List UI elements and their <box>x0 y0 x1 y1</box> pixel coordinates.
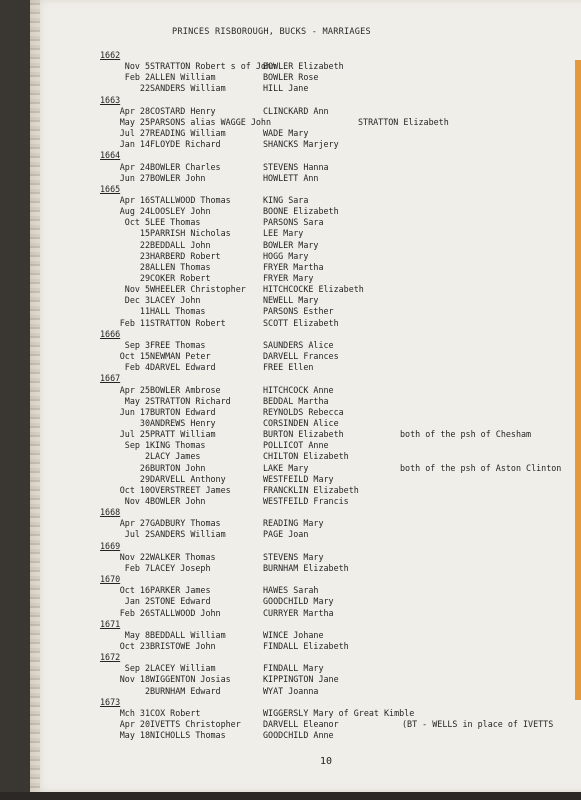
entry-date: Jul 2 <box>124 529 150 540</box>
entry-groom: LEE Thomas <box>150 217 201 228</box>
entry-groom: STRATTON Robert s of John <box>150 61 277 72</box>
entry-date: 26 <box>139 462 150 473</box>
entry-note: STRATTON Elizabeth <box>358 116 449 127</box>
entry-date: Jan 14 <box>119 139 150 150</box>
entry-bride: PAGE Joan <box>263 529 309 540</box>
entry-bride: STEVENS Mary <box>263 551 324 562</box>
entry-groom: BEDDALL John <box>150 239 211 250</box>
entry-groom: STONE Edward <box>150 596 211 607</box>
entry-bride: BEDDAL Martha <box>263 395 329 406</box>
entry-groom: LOOSLEY John <box>150 206 211 217</box>
entry-groom: BOWLER Ambrose <box>150 384 221 395</box>
entry-groom: BOWLER Charles <box>150 161 221 172</box>
entry-bride: BURTON Elizabeth <box>263 429 344 440</box>
page-title: PRINCES RISBOROUGH, BUCKS - MARRIAGES <box>172 27 371 37</box>
entry-groom: LACY James <box>150 451 201 462</box>
entry-date: May 2 <box>124 395 150 406</box>
entry-bride: POLLICOT Anne <box>263 440 329 451</box>
binding-edge <box>30 0 40 792</box>
entry-groom: PARRISH Nicholas <box>150 228 231 239</box>
entry-bride: GOODCHILD Mary <box>263 596 334 607</box>
entry-bride: READING Mary <box>263 518 324 529</box>
entry-bride: HOGG Mary <box>263 250 309 261</box>
entry-bride: WESTFEILD Francis <box>263 496 349 506</box>
entry-groom: HARBERD Robert <box>150 250 221 261</box>
bottom-shadow <box>0 792 581 800</box>
entry-bride: WADE Mary <box>263 128 309 139</box>
entry-groom: COKER Robert <box>150 273 211 283</box>
entry-date: Feb 2 <box>124 72 150 83</box>
entry-groom: STALLWOOD John <box>150 607 221 618</box>
entry-date: 2 <box>144 451 150 462</box>
entry-date: Nov 18 <box>119 674 150 685</box>
entry-groom: BEDDALL William <box>150 629 226 640</box>
entry-groom: FLOYDE Richard <box>150 139 221 150</box>
entry-groom: OVERSTREET James <box>150 484 231 495</box>
entry-groom: STRATTON Richard <box>150 395 231 406</box>
entry-bride: BURNHAM Elizabeth <box>263 562 349 573</box>
entry-date: Oct 23 <box>119 640 150 651</box>
entry-date: 11 <box>139 306 150 317</box>
entry-date: Nov 4 <box>124 496 150 506</box>
entry-groom: KING Thomas <box>150 440 206 451</box>
entry-bride: HITCHCOCKE Elizabeth <box>263 284 364 295</box>
entry-date: May 18 <box>119 730 150 741</box>
year-label: 1665 <box>100 183 121 194</box>
entry-bride: PARSONS Esther <box>263 306 334 317</box>
entry-date: Jun 27 <box>119 172 150 183</box>
entry-groom: STRATTON Robert <box>150 317 226 328</box>
entry-bride: FINDALL Elizabeth <box>263 640 349 651</box>
entry-bride: DARVELL Eleanor <box>263 719 339 729</box>
entry-bride: SAUNDERS Alice <box>263 339 334 350</box>
entry-date: Apr 27 <box>119 518 150 529</box>
entry-bride: WIGGERSLY Mary of Great Kimble <box>263 707 415 718</box>
entry-date: Nov 5 <box>124 284 150 295</box>
entry-bride: LAKE Mary <box>263 462 309 473</box>
entry-groom: PARSONS alias WAGGE John <box>150 116 272 127</box>
entry-groom: HALL Thomas <box>150 306 206 317</box>
year-label: 1667 <box>100 373 121 384</box>
entry-bride: FRYER Martha <box>263 261 324 272</box>
page-number: 10 <box>320 756 333 767</box>
entry-date: 15 <box>139 228 150 239</box>
entry-bride: WESTFEILD Mary <box>263 473 334 484</box>
entry-bride: HAWES Sarah <box>263 585 319 596</box>
entry-bride: FRYER Mary <box>263 273 314 283</box>
entry-groom: STALLWOOD Thomas <box>150 194 231 205</box>
entry-bride: KIPPINGTON Jane <box>263 674 339 685</box>
entry-date: Jun 17 <box>119 406 150 417</box>
entry-date: Apr 20 <box>119 719 150 729</box>
entry-bride: CORSINDEN Alice <box>263 417 339 428</box>
entry-bride: BOWLER Elizabeth <box>263 61 344 72</box>
entry-date: Apr 28 <box>119 105 150 116</box>
entry-date: Apr 25 <box>119 384 150 395</box>
year-label: 1671 <box>100 618 121 629</box>
entry-groom: ALLEN Thomas <box>150 261 211 272</box>
entry-groom: DARVELL Anthony <box>150 473 226 484</box>
entry-date: Feb 7 <box>124 562 150 573</box>
entry-bride: HOWLETT Ann <box>263 172 319 183</box>
entry-date: Nov 5 <box>124 61 150 72</box>
year-label: 1666 <box>100 328 121 339</box>
entry-groom: WHEELER Christopher <box>150 284 246 295</box>
entry-groom: FREE Thomas <box>150 339 206 350</box>
entry-groom: READING William <box>150 128 226 139</box>
entry-groom: SANDERS William <box>150 83 226 94</box>
entry-date: 22 <box>139 239 150 250</box>
entry-groom: BURTON John <box>150 462 206 473</box>
entry-date: 29 <box>139 473 150 484</box>
entry-groom: WALKER Thomas <box>150 551 216 562</box>
entry-bride: HILL Jane <box>263 83 309 94</box>
entry-groom: COX Robert <box>150 707 201 718</box>
entry-groom: LACEY Joseph <box>150 562 211 573</box>
entry-bride: WYAT Joanna <box>263 685 319 696</box>
entry-bride: CLINCKARD Ann <box>263 105 329 116</box>
year-label: 1668 <box>100 507 121 518</box>
entry-date: Oct 5 <box>124 217 150 228</box>
year-label: 1663 <box>100 94 121 105</box>
entry-note: (BT - WELLS in place of IVETTS <box>402 719 554 729</box>
entry-groom: PRATT William <box>150 429 216 440</box>
entry-bride: WINCE Johane <box>263 629 324 640</box>
year-label: 1672 <box>100 652 121 663</box>
year-label: 1664 <box>100 150 121 161</box>
entry-bride: BOWLER Rose <box>263 72 319 83</box>
entry-bride: LEE Mary <box>263 228 304 239</box>
entry-bride: REYNOLDS Rebecca <box>263 406 344 417</box>
entry-groom: BOWLER John <box>150 496 206 506</box>
entry-groom: LACEY John <box>150 295 201 306</box>
entry-date: Oct 16 <box>119 585 150 596</box>
entry-bride: STEVENS Hanna <box>263 161 329 172</box>
entry-groom: WIGGENTON Josias <box>150 674 231 685</box>
entry-date: Aug 24 <box>119 206 150 217</box>
entry-date: Feb 4 <box>124 362 150 373</box>
entry-bride: BOWLER Mary <box>263 239 319 250</box>
entry-bride: CHILTON Elizabeth <box>263 451 349 462</box>
entry-date: Nov 22 <box>119 551 150 562</box>
entry-date: Oct 10 <box>119 484 150 495</box>
entry-date: 22 <box>139 83 150 94</box>
year-label: 1670 <box>100 574 121 585</box>
entry-groom: DARVEL Edward <box>150 362 216 373</box>
entry-note: both of the psh of Aston Clinton <box>400 462 562 473</box>
entry-bride: DARVELL Frances <box>263 351 339 362</box>
entry-date: 28 <box>139 261 150 272</box>
entry-bride: PARSONS Sara <box>263 217 324 228</box>
entry-groom: LACEY William <box>150 663 216 674</box>
entry-date: Sep 1 <box>124 440 150 451</box>
year-label: 1673 <box>100 696 121 707</box>
entry-bride: CURRYER Martha <box>263 607 334 618</box>
entry-groom: GADBURY Thomas <box>150 518 221 529</box>
entry-groom: SANDERS William <box>150 529 226 540</box>
entry-groom: IVETTS Christopher <box>150 719 241 729</box>
entry-date: 23 <box>139 250 150 261</box>
year-label: 1662 <box>100 50 121 60</box>
entry-date: May 8 <box>124 629 150 640</box>
entry-groom: COSTARD Henry <box>150 105 216 116</box>
entry-date: Apr 24 <box>119 161 150 172</box>
entry-date: Feb 11 <box>119 317 150 328</box>
page-edge-tab <box>575 60 581 700</box>
entry-groom: ALLEN William <box>150 72 216 83</box>
entry-bride: HITCHCOCK Anne <box>263 384 334 395</box>
entry-note: both of the psh of Chesham <box>400 429 532 440</box>
entry-bride: SCOTT Elizabeth <box>263 317 339 328</box>
entry-groom: ANDREWS Henry <box>150 417 216 428</box>
entry-groom: BRISTOWE John <box>150 640 216 651</box>
entry-date: Dec 3 <box>124 295 150 306</box>
entry-bride: KING Sara <box>263 194 309 205</box>
entry-date: Jan 2 <box>124 596 150 607</box>
entry-groom: BOWLER John <box>150 172 206 183</box>
entry-date: 29 <box>139 273 150 283</box>
entry-date: Jul 25 <box>119 429 150 440</box>
entry-bride: FRANCKLIN Elizabeth <box>263 484 359 495</box>
entry-bride: NEWELL Mary <box>263 295 319 306</box>
entry-date: Jul 27 <box>119 128 150 139</box>
entry-groom: NEWMAN Peter <box>150 351 211 362</box>
entry-groom: BURNHAM Edward <box>150 685 221 696</box>
entry-date: Oct 15 <box>119 351 150 362</box>
entry-groom: BURTON Edward <box>150 406 216 417</box>
entry-bride: SHANCKS Marjery <box>263 139 339 150</box>
entry-date: 2 <box>144 685 150 696</box>
entry-date: May 25 <box>119 116 150 127</box>
entry-groom: NICHOLLS Thomas <box>150 730 226 741</box>
entry-bride: GOODCHILD Anne <box>263 730 334 741</box>
entry-date: Mch 31 <box>119 707 150 718</box>
entry-bride: BOONE Elizabeth <box>263 206 339 217</box>
entry-date: Sep 3 <box>124 339 150 350</box>
entry-bride: FINDALL Mary <box>263 663 324 674</box>
entry-date: Apr 16 <box>119 194 150 205</box>
entry-date: 30 <box>139 417 150 428</box>
entry-date: Feb 26 <box>119 607 150 618</box>
entry-date: Sep 2 <box>124 663 150 674</box>
entry-groom: PARKER James <box>150 585 211 596</box>
year-label: 1669 <box>100 540 121 551</box>
entry-bride: FREE Ellen <box>263 362 314 373</box>
